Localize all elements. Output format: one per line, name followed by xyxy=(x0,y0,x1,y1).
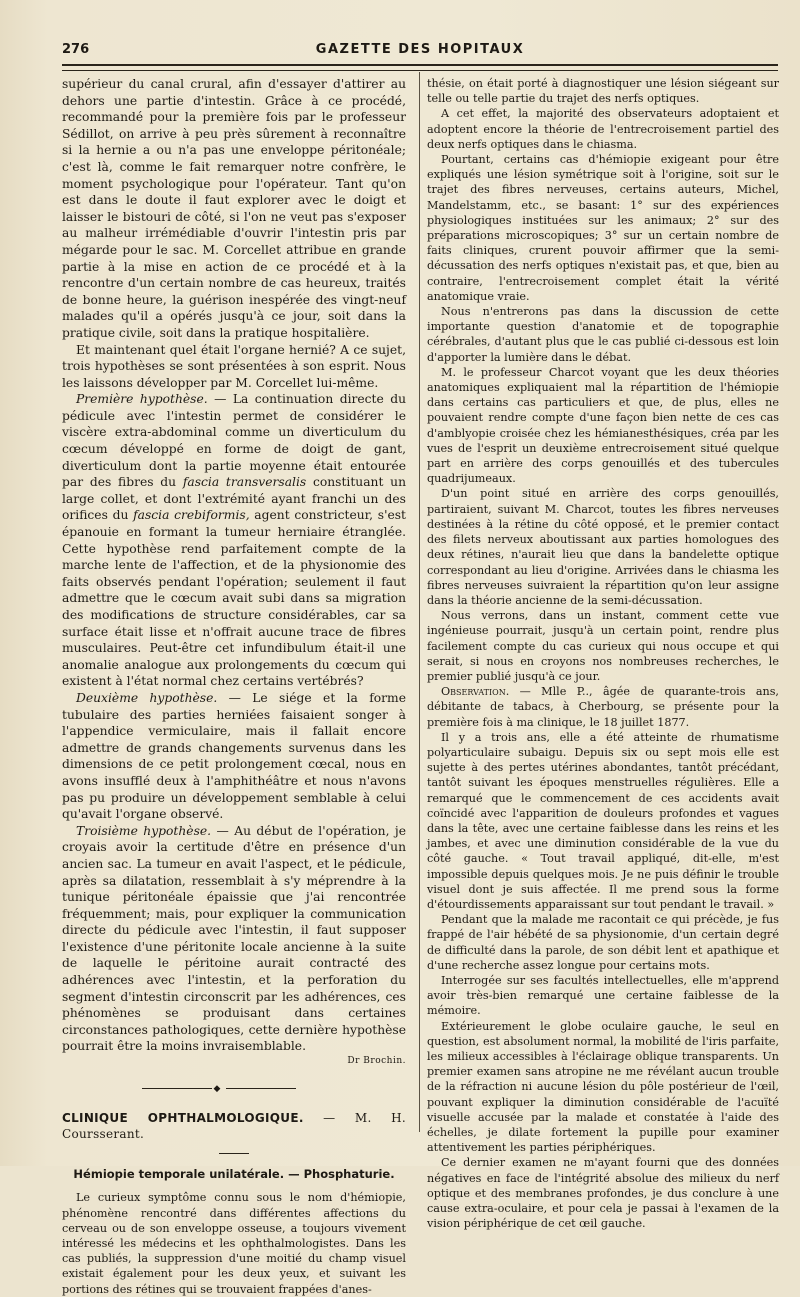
latin-term: fascia transversalis xyxy=(182,475,307,490)
hypothesis-lead: Première hypothèse. xyxy=(76,392,208,407)
running-title: GAZETTE DES HOPITAUX xyxy=(315,42,525,57)
paragraph: Et maintenant quel était l'organe hernié? A ce sujet, trois hypothèses se sont présentées à son esprit. Nous les laissons développer par M. Corcellet lui-même. xyxy=(62,342,406,390)
ornament-diamond-icon: ◆ xyxy=(213,1083,221,1094)
paragraph: A cet effet, la majorité des observateurs adoptaient et adoptent encore la théorie de l'entrecroisement partiel des deux nerfs optiques dans le chiasma. xyxy=(427,107,779,151)
paragraph: Le curieux symptôme connu sous le nom d'hémiopie, phénomène rencontré dans différentes affections du cerveau ou de son enveloppe osseuse, a toujours vivement intéressé les médecins et les ophthalmologistes. Dans les cas publiés, la suppression d'une moitié du champ visuel existait également pour les deux yeux, et suivant les portions des rétines qui se trouvaient frappées d'anes- xyxy=(62,1191,406,1296)
paragraph: Nous n'entrerons pas dans la discussion de cette importante question d'anatomie et de topographie cérébrales, d'autant plus que le cas publié ci-dessous est loin d'apporter la lumière dans le débat. xyxy=(427,305,779,364)
hypothesis-lead: Deuxième hypothèse. xyxy=(76,690,218,705)
section-author: — M. H. Coursserant. xyxy=(62,1110,406,1142)
observation-lead: Observation. xyxy=(441,685,510,699)
page-number: 276 xyxy=(62,42,90,57)
paragraph: supérieur du canal crural, afin d'essayer d'attirer au dehors une partie d'intestin. Grâce à ce procédé, recommandé pour la première fois par le professeur Sédillot, on arrive à peu près sûrement à reconnaître si la hernie a ou n'a pas une enveloppe péritonéale; c'est là, comme le fait remarquer notre confrère, le moment psychologique pour l'opérateur. Tant qu'on est dans le doute il faut explorer avec le doigt et laisser le bistouri de côté, si l'on ne veut pas s'exposer au malheur irrémédiable d'ouvrir l'intestin pris par mégarde pour le sac. M. Corcellet attribue en grande partie à la mise en action de ce procédé et à la rencontre d'un certain nombre de cas heureux, traités de bonne heure, la guérison inespérée des vingt-neuf malades qu'il a opérés jusqu'à ce jour, soit dans la pratique civile, soit dans la pratique hospitalière. xyxy=(62,77,406,340)
short-rule xyxy=(219,1153,249,1154)
paragraph: Extérieurement le globe oculaire gauche, le seul en question, est absolument normal, la mobilité de l'iris parfaite, les milieux accessibles à l'éclairage oblique transparents. Un premier examen sans atropine ne me révélant aucun trouble de la réfraction ni aucune lésion du pôle postérieur de l'œil, pouvant expliquer la diminution considérable de l'acuïté visuelle accusée par la malade et constatée à l'aide des échelles, je dilate fortement la pupille pour examiner attentivement les parties périphériques. xyxy=(427,1019,779,1155)
right-column xyxy=(427,76,779,1231)
paragraph: Deuxième hypothèse. — Le siége et la forme tubulaire des parties herniées faisaient songer à l'appendice vermiculaire, mais il fallait encore admettre de grands changements survenus dans les dimensions de ce petit prolongement cœcal, nous en avons insufflé deux à l'amphithéâtre et nous n'avons pas pu produire un développement semblable à celui qu'avait l'organe observé. xyxy=(62,690,406,822)
author-signature: Dr Brochin. xyxy=(347,1056,406,1067)
column-divider xyxy=(419,72,420,1132)
paragraph: Interrogée sur ses facultés intellectuelles, elle m'apprend avoir très-bien remarqué une certaine faiblesse de la mémoire. xyxy=(427,973,779,1018)
paragraph: Observation. — Mlle P.., âgée de quarante-trois ans, débitante de tabacs, à Cherbourg, se présente pour la première fois à ma clinique, le 18 juillet 1877. xyxy=(427,685,779,729)
paragraph: Nous verrons, dans un instant, comment cette vue ingénieuse pourrait, jusqu'à un certain point, rendre plus facilement compte du cas curieux qui nous occupe et qui serait, si nous en croyons nos nombreuses recherches, le premier publié jusqu'à ce jour. xyxy=(427,609,779,683)
paragraph: D'un point situé en arrière des corps genouillés, partiraient, suivant M. Charcot, toutes les fibres nerveuses destinées à la rétine du côté opposé, et le premier contact des filets nerveux aboutissant aux parties homologues des deux rétines, n'aurait lieu que dans la bandelette optique correspondant au lieu d'origine. Arrivées dans le chiasma les fibres nerveuses suivraient la répartition qu'on leur assigne dans la théorie ancienne de la semi-décussation. xyxy=(427,487,779,607)
paragraph: Ce dernier examen ne m'ayant fourni que des données négatives en face de l'intégrité absolue des milieux du nerf optique et des membranes profondes, je dus conclure à une cause extra-oculaire, et pour cela je passai à l'examen de la vision périphérique de cet œil gauche. xyxy=(427,1156,779,1231)
hypothesis-lead: Troisième hypothèse. xyxy=(76,823,212,838)
ornament-line xyxy=(142,1088,212,1089)
paragraph: thésie, on était porté à diagnostiquer une lésion siégeant sur telle ou telle partie du trajet des nerfs optiques. xyxy=(427,77,779,106)
paragraph: Troisième hypothèse. — Au début de l'opération, je croyais avoir la certitude d'être en présence d'un ancien sac. La tumeur en avait l'aspect, et le pédicule, après sa dilatation, ressemblait à s'y méprendre à la tunique péritonéale épaissie que j'ai rencontrée fréquemment; mais, pour expliquer la communication directe du pédicule avec l'intestin, il faut supposer l'existence d'une péritonite locale ancienne à la suite de laquelle le péritoine aurait contracté des adhérences avec l'intestin, et la perforation du segment d'intestin circonscrit par les adhérences, ces phénomènes se produisant dans certaines circonstances pathologiques, cette dernière hypothèse pourrait être la moins invraisemblable. xyxy=(62,823,406,1054)
latin-term: fascia crebiformis, xyxy=(133,508,250,523)
paragraph: Pourtant, certains cas d'hémiopie exigeant pour être expliqués une lésion symétrique soit à l'origine, soit sur le trajet des fibres nerveuses, certains auteurs, Michel, Mandelstamm, etc., se basant: 1° sur des expériences physiologiques instituées sur les animaux; 2° sur des préparations microscopiques; 3° sur un certain nombre de faits cliniques, crurent pouvoir affirmer que la semi-décussation des nerfs optiques n'existait pas, et que, bien au contraire, l'entrecroisement complet était la vérité anatomique vraie. xyxy=(427,153,779,303)
section-ornament xyxy=(62,1084,406,1094)
article-subheading: Hémiopie temporale unilatérale. — Phosphaturie. xyxy=(73,1166,395,1181)
section-heading: CLINIQUE OPHTHALMOLOGIQUE. — M. H. Coursserant. xyxy=(62,1110,406,1142)
paragraph: M. le professeur Charcot voyant que les deux théories anatomiques expliquaient mal la répartition de l'hémiopie dans certains cas particuliers et que, de plus, elles ne pouvaient rendre compte d'une façon bien nette de ces cas d'amblyopie croisée chez les hémianesthésiques, créa par les vues de l'esprit un deuxième entrecroisement situé quelque part en arrière des corps genouillés et des tubercules quadrijumeaux. xyxy=(427,365,779,486)
left-column xyxy=(62,76,406,1297)
paragraph: Il y a trois ans, elle a été atteinte de rhumatisme polyarticulaire subaigu. Depuis six ou sept mois elle est sujette à des pertes utérines abondantes, tantôt précédant, tantôt suivant les époques menstruelles régulières. Elle a remarqué que le commencement de ces accidents avait coïncidé avec l'apparition de douleurs profondes et vagues dans la tête, avec une certaine faiblesse dans les reins et les jambes, et avec une diminution considérable de la vue du côté gauche. « Tout travail appliqué, dit-elle, m'est impossible depuis quelques mois. Je ne puis définir le trouble visuel dont je suis affectée. Il me prend sous la forme d'étourdissements apparaissant sur tout pendant le travail. » xyxy=(427,730,779,911)
page-header xyxy=(62,42,778,62)
paragraph: Première hypothèse. — La continuation directe du pédicule avec l'intestin permet de considérer le viscère extra-abdominal comme un diverticulum du cœcum développé en forme de doigt de gant, diverticulum dont la partie moyenne était entourée par des fibres du fascia transversalis constituant un large collet, et dont l'extrémité ayant franchi un des orifices du fascia crebiformis, agent constricteur, s'est épanouie en formant la tumeur herniaire étranglée. Cette hypothèse rend parfaitement compte de la marche lente de l'affection, et de la physionomie des faits observés pendant l'opération; seulement il faut admettre que le cœcum avait subi dans sa migration des modifications de structure considérables, car sa surface était lisse et n'offrait aucune trace de fibres musculaires. Peut-être cet infundibulum était-il une anomalie analogue aux prolongements du cœcum qui existent à l'état normal chez certains vertébrés? xyxy=(62,392,407,689)
ornament-line xyxy=(226,1088,296,1089)
paragraph: Pendant que la malade me racontait ce qui précède, je fus frappé de l'air hébété de sa physionomie, d'un certain degré de difficulté dans la parole, de son débit lent et apathique et d'une recherche assez longue pour certains mots. xyxy=(427,913,779,972)
header-rule xyxy=(62,64,778,71)
